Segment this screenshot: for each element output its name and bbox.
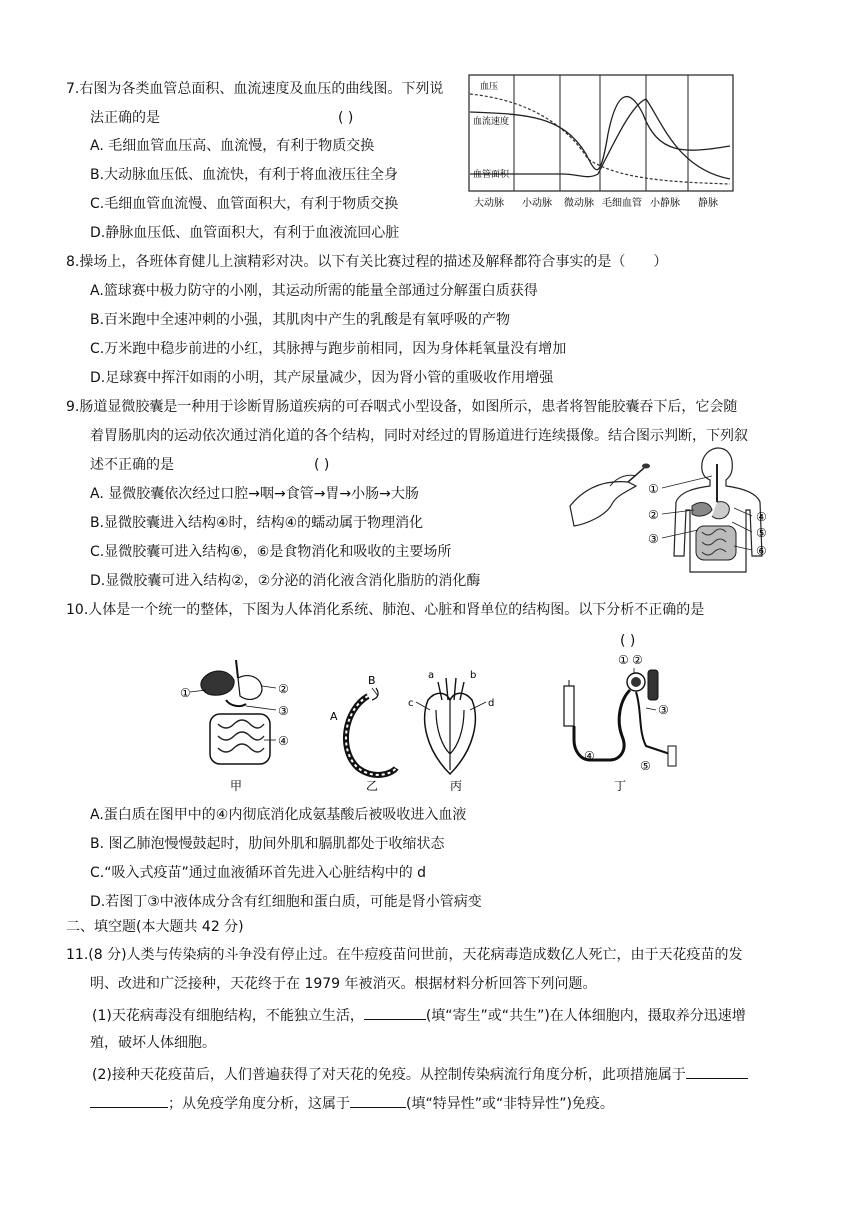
q10-yi-label-a: A (330, 710, 338, 723)
q10-bing-label-c: c (408, 698, 414, 709)
q10-caption-jia: 甲 (230, 779, 243, 793)
chart-xlabel-1: 大动脉 (474, 198, 504, 209)
q11-part2-text-a: (2)接种天花疫苗后，人们普遍获得了对天花的免疫。从控制传染病流行角度分析，此项措施属于 (92, 1067, 686, 1083)
q11-part1-line1 (92, 1005, 746, 1025)
q10-ding-label-2: ② (632, 653, 643, 667)
q11-part1-line2: 殖，破坏人体细胞。 (90, 1035, 216, 1051)
q11-part2-text-c: (填“特异性”或“非特异性”)免疫。 (406, 1096, 614, 1112)
q10-ding-label-1: ① (618, 653, 629, 667)
q10-fig-yi (330, 674, 396, 793)
q10-stem: 10.人体是一个统一的整体，下图为人体消化系统、肺泡、心脏和肾单位的结构图。以下分析不正确的是 (66, 602, 705, 618)
q9-option-b: B.显微胶囊进入结构④时，结构④的蠕动属于物理消化 (90, 515, 424, 531)
chart-xlabel-3: 微动脉 (564, 198, 594, 209)
q11-blank-1[interactable] (364, 1005, 426, 1020)
q11-blank-3[interactable] (90, 1093, 168, 1108)
q11-stem-line2: 明、改进和广泛接种，天花终于在 1979 年被消灭。根据材料分析回答下列问题。 (90, 976, 597, 992)
q8-option-b: B.百米跑中全速冲刺的小强，其肌肉中产生的乳酸是有氧呼吸的产物 (90, 312, 511, 328)
q10-option-b: B. 图乙肺泡慢慢鼓起时，肋间外肌和膈肌都处于收缩状态 (90, 836, 445, 852)
q11-part1-text-a: (1)天花病毒没有细胞结构，不能独立生活， (92, 1008, 364, 1024)
q10-caption-yi: 乙 (366, 779, 379, 793)
q11-part2-line1 (92, 1064, 748, 1084)
q10-ding-label-5: ⑤ (640, 759, 651, 773)
q9-option-c: C.显微胶囊可进入结构⑥，⑥是食物消化和吸收的主要场所 (90, 544, 452, 560)
q10-fig-jia (180, 660, 289, 793)
q7-vessel-chart (468, 74, 734, 214)
q10-ding-label-4: ④ (584, 749, 595, 763)
q8-stem: 8.操场上，各班体育健儿上演精彩对决。以下有关比赛过程的描述及解释都符合事实的是（ ） (66, 254, 668, 270)
q11-stem-line1: 11.(8 分)人类与传染病的斗争没有停止过。在牛痘疫苗问世前，天花病毒造成数亿人死亡，由于天花疫苗的发 (66, 947, 743, 963)
chart-xlabel-2: 小动脉 (522, 198, 552, 209)
q9-capsule-figure (566, 446, 776, 578)
q9-fig-label-1: ① (648, 482, 659, 496)
q9-answer-paren: ( ) (314, 457, 330, 473)
q10-jia-label-2: ② (278, 682, 289, 696)
q9-fig-label-2: ② (648, 508, 659, 522)
q9-fig-label-6: ⑥ (756, 544, 767, 558)
q10-option-a: A.蛋白质在图甲中的④内彻底消化成氨基酸后被吸收进入血液 (90, 807, 467, 823)
q10-figures (180, 650, 680, 800)
chart-xlabel-4: 毛细血管 (602, 198, 642, 209)
q10-jia-label-3: ③ (278, 704, 289, 718)
q7-answer-paren: ( ) (338, 110, 354, 126)
q7-option-b: B.大动脉血压低、血流快，有利于将血液压往全身 (90, 167, 399, 183)
q8-option-a: A.篮球赛中极力防守的小刚，其运动所需的能量全部通过分解蛋白质获得 (90, 283, 538, 299)
q8-option-d: D.足球赛中挥汗如雨的小明，其产尿量减少，因为肾小管的重吸收作用增强 (90, 370, 554, 386)
q10-fig-bing (408, 670, 494, 793)
chart-legend-pressure: 血压 (480, 82, 499, 92)
q10-caption-bing: 丙 (450, 779, 463, 793)
q10-jia-label-4: ④ (278, 734, 289, 748)
q8-option-c: C.万米跑中稳步前进的小红，其脉搏与跑步前相同，因为身体耗氧量没有增加 (90, 341, 567, 357)
q9-option-a: A. 显微胶囊依次经过口腔→咽→食管→胃→小肠→大肠 (90, 486, 419, 502)
q10-yi-label-b: B (368, 674, 376, 687)
q11-blank-2[interactable] (686, 1064, 748, 1079)
q10-bing-label-b: b (470, 670, 477, 681)
q9-stem-line3: 述不正确的是 (90, 457, 174, 473)
q7-stem-line1: 7.右图为各类血管总面积、血流速度及血压的曲线图。下列说 (66, 81, 444, 97)
q9-fig-label-3: ③ (648, 532, 659, 546)
q9-fig-label-4: ④ (756, 510, 767, 524)
q10-caption-ding: 丁 (614, 779, 627, 793)
q10-fig-ding (564, 653, 676, 793)
chart-legend-area: 血管面积 (473, 170, 510, 180)
q9-fig-label-5: ⑤ (756, 526, 767, 540)
q7-option-d: D.静脉血压低、血管面积大，有利于血液流回心脏 (90, 225, 400, 241)
q9-stem-line2: 着胃肠肌肉的运动依次通过消化道的各个结构，同时对经过的胃肠道进行连续摄像。结合图示判断，下列叙 (90, 428, 748, 444)
q11-part2-line2 (90, 1093, 614, 1113)
q11-part2-text-b: ；从免疫学角度分析，这属于 (168, 1096, 350, 1112)
q7-option-c: C.毛细血管血流慢、血管面积大，有利于物质交换 (90, 196, 399, 212)
q9-option-d: D.显微胶囊可进入结构②，②分泌的消化液含消化脂肪的消化酶 (90, 573, 481, 589)
section-title: 二、填空题(本大题共 42 分) (66, 919, 244, 935)
q10-answer-paren: ( ) (620, 633, 636, 649)
q10-bing-label-a: a (428, 670, 435, 681)
q9-stem-line1: 9.肠道显微胶囊是一种用于诊断胃肠道疾病的可吞咽式小型设备，如图所示，患者将智能胶囊吞下后，它会随 (66, 399, 738, 415)
chart-xlabel-6: 静脉 (698, 198, 718, 209)
q10-bing-label-d: d (488, 698, 495, 709)
q10-jia-label-1: ① (180, 686, 191, 700)
chart-xlabel-5: 小静脉 (650, 198, 680, 209)
q11-blank-4[interactable] (350, 1093, 406, 1108)
q11-part1-text-b: (填“寄生”或“共生”)在人体细胞内，摄取养分迅速增 (425, 1008, 746, 1024)
q10-ding-label-3: ③ (658, 703, 669, 717)
q7-stem-line2: 法正确的是 (90, 110, 160, 126)
q10-option-d: D.若图丁③中液体成分含有红细胞和蛋白质，可能是肾小管病变 (90, 894, 482, 910)
q10-option-c: C.“吸入式疫苗”通过血液循环首先进入心脏结构中的 d (90, 865, 427, 881)
q7-option-a: A. 毛细血管血压高、血流慢，有利于物质交换 (90, 138, 375, 154)
chart-legend-speed: 血流速度 (473, 117, 510, 127)
